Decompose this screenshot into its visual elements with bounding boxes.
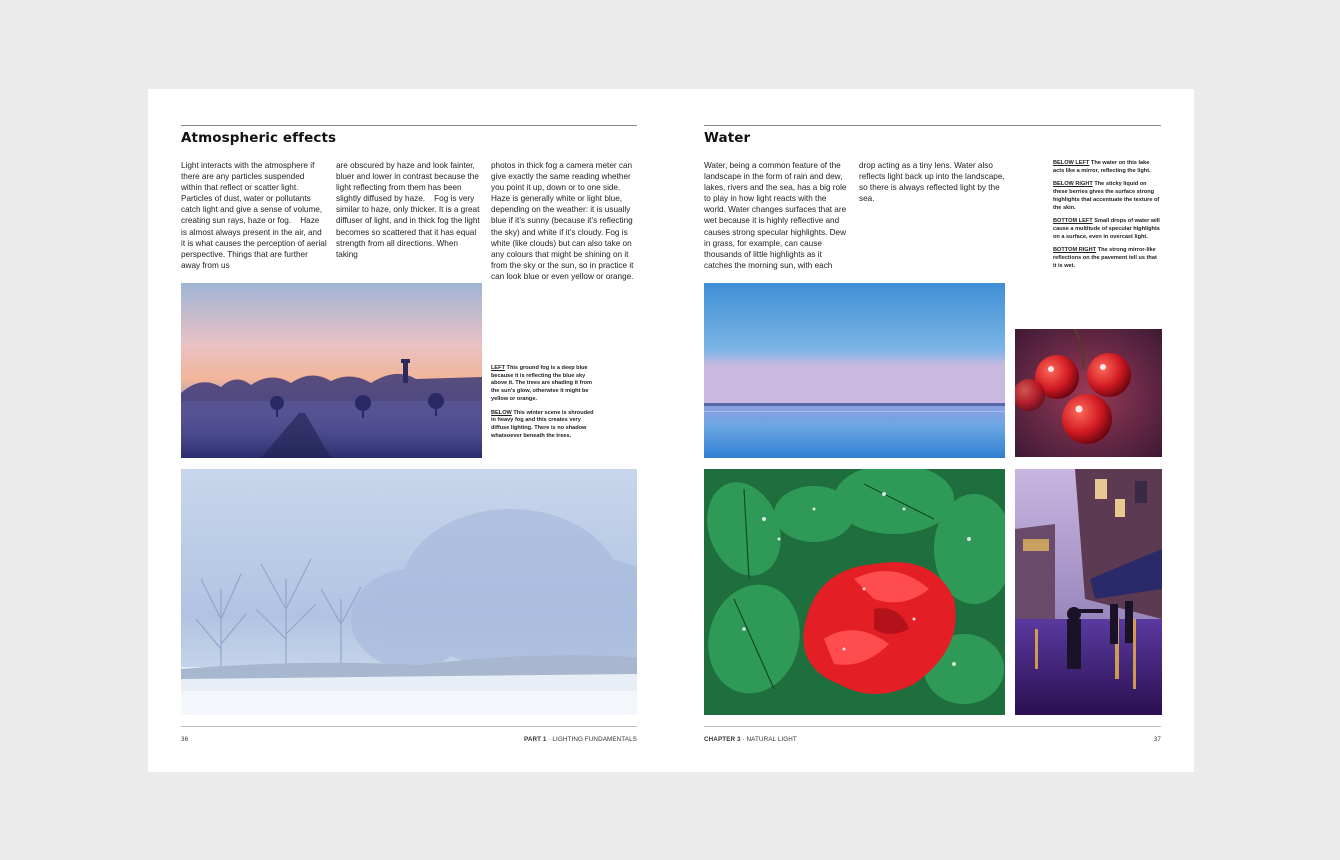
winter-fog-photo xyxy=(181,469,637,715)
caption-below-text: This winter scene is shrouded in heavy fog and this creates very diffuse lighting. There is no shadow whatsoever beneath the trees. xyxy=(491,409,594,439)
running-head-title: · LIGHTING FUNDAMENTALS xyxy=(548,736,637,743)
footer-rule-left xyxy=(181,726,637,727)
caption-bottom-right-text: The strong mirror-like reflections on the pavement tell us that it is wet. xyxy=(1053,247,1157,269)
lake-photo xyxy=(704,283,1005,458)
running-head-part: PART 1 xyxy=(524,736,547,743)
rose-photo xyxy=(704,469,1005,715)
body-column-1: Light interacts with the atmosphere if there are any particles suspended within that reflect or scatter light. Particles of dust, water or pollutants catch light and give a sense of volume, creating sun rays, haze or fog. Haze is almost always present in the air, and it is what causes the perception of aerial perspective. Things that are further away from us xyxy=(181,161,327,270)
caption-below-label: BELOW xyxy=(491,409,512,416)
section-heading-water: Water xyxy=(704,130,751,146)
caption-below xyxy=(491,410,600,441)
running-head-chapter: CHAPTER 3 xyxy=(704,736,741,743)
running-head-chapter-title: · NATURAL LIGHT xyxy=(742,736,797,743)
caption-below-right-text: The sticky liquid on these berries gives the surface strong highlights that accentuate the texture of the skin. xyxy=(1053,181,1160,211)
footer-rule-right xyxy=(704,726,1161,727)
caption-left xyxy=(491,365,600,404)
caption-bottom-right xyxy=(1053,247,1161,270)
heading-rule-right xyxy=(704,125,1161,126)
body-column-water-2: drop acting as a tiny lens. Water also reflects light back up into the landscape, so there is always reflected light by the sea. xyxy=(859,161,1005,204)
caption-below-left xyxy=(1053,160,1161,175)
caption-left-text: This ground fog is a deep blue because it is reflecting the blue sky above it. The trees are shading it from the sun’s glow, otherwise it might be yellow or orange. xyxy=(491,365,593,402)
book-spread xyxy=(148,89,1194,772)
body-column-water-1: Water, being a common feature of the landscape in the form of rain and dew, lakes, rivers and the sea, has a big role to play in how light reacts with the world. Water changes surfaces that are wet because it is highly reflective and causes strong specular highlights. Dew in grass, for example, can cause thousands of little highlights as it catches the morning sun, with each xyxy=(704,161,847,270)
running-head-right xyxy=(704,736,797,743)
body-column-3: photos in thick fog a camera meter can give exactly the same reading whether you point it up, down or to one side. Haze is generally white or light blue, depending on the weather: it is usually blue if it’s sunny (because it’s reflecting the sky) and white if it’s cloudy. Fog is white (like clouds) but can also take on any colours that might be shining on it from the sky or the sun, so in practice it can look blue or even yellow or orange. xyxy=(491,161,634,281)
caption-bottom-left-label: BOTTOM LEFT xyxy=(1053,218,1093,225)
page-number-37: 37 xyxy=(1153,736,1161,743)
caption-below-right xyxy=(1053,181,1161,212)
foggy-sunrise-photo xyxy=(181,283,482,458)
heading-rule-left xyxy=(181,125,637,126)
running-head-left xyxy=(524,736,637,743)
right-captions xyxy=(1053,160,1161,276)
page-number-36: 36 xyxy=(181,736,189,743)
caption-bottom-left xyxy=(1053,218,1161,241)
body-column-2: are obscured by haze and look fainter, bluer and lower in contrast because the light reflecting from them has been slightly diffused by haze. Fog is very similar to haze, only thicker. It is a great diffuser of light, and in thick fog the light becomes so scattered that it has equal strength from all directions. When taking xyxy=(336,161,480,259)
caption-bottom-right-label: BOTTOM RIGHT xyxy=(1053,247,1097,254)
caption-bottom-left-text: Small drops of water will cause a multitude of specular highlights on a surface, even in overcast light. xyxy=(1053,218,1160,240)
section-heading-atmospheric: Atmospheric effects xyxy=(181,130,337,146)
caption-below-left-text: The water on this lake acts like a mirror, reflecting the light. xyxy=(1053,160,1151,174)
berries-photo xyxy=(1015,329,1162,457)
left-captions xyxy=(491,365,600,446)
caption-below-left-label: BELOW LEFT xyxy=(1053,160,1090,166)
caption-left-label: LEFT xyxy=(491,365,505,371)
caption-below-right-label: BELOW RIGHT xyxy=(1053,181,1093,188)
wet-street-photo xyxy=(1015,469,1162,715)
